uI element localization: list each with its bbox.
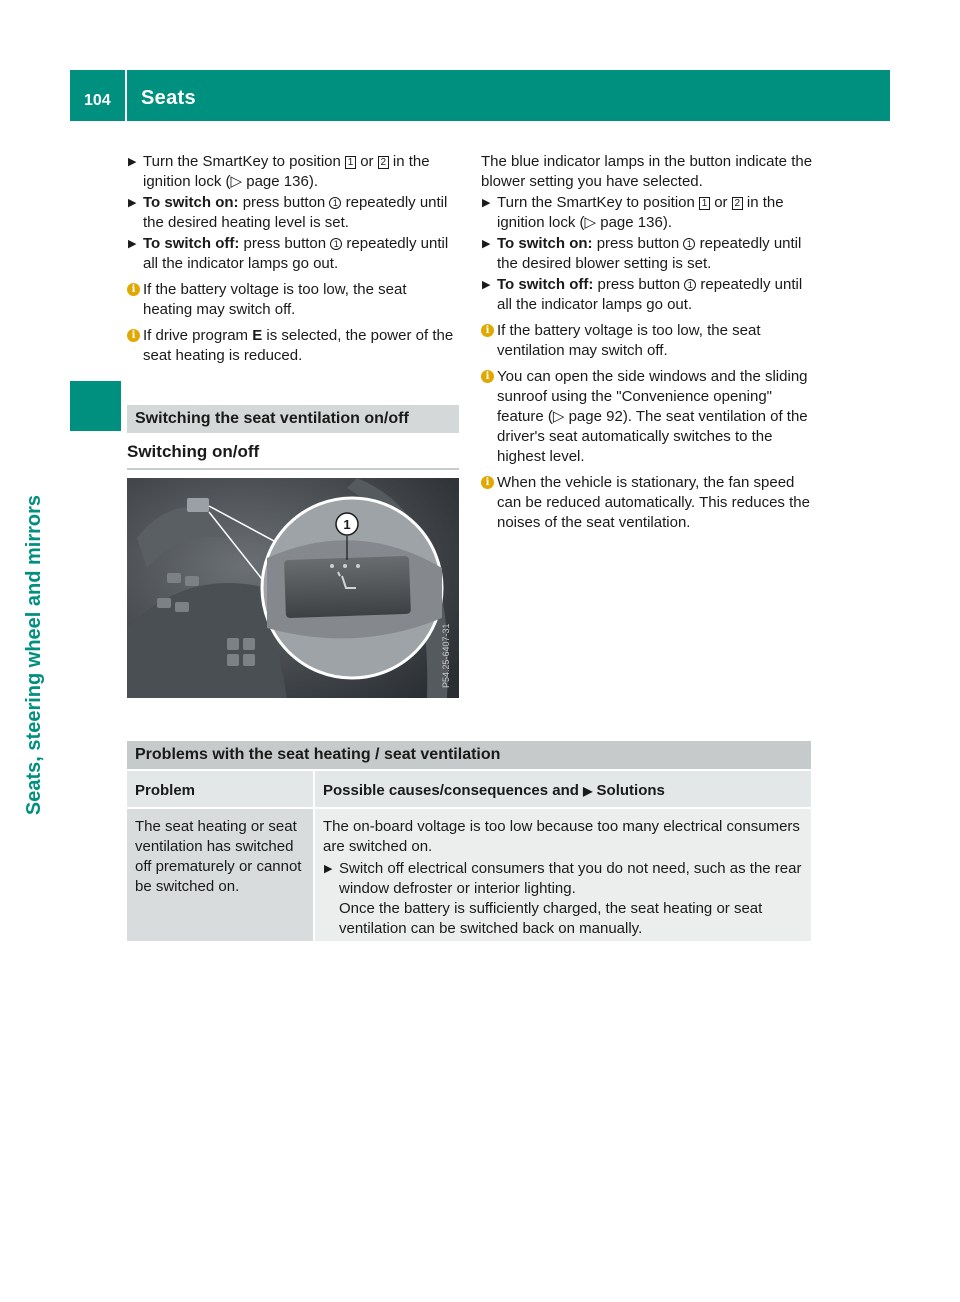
page-reference-link[interactable]: ▷ page 92: [552, 408, 623, 425]
right-column: [481, 152, 813, 534]
intro-paragraph: The blue indicator lamps in the button indicate the blower setting you have selected.: [481, 153, 813, 190]
instruction-step: ▶ To switch off: press button 1 repeatedly until all the indicator lamps go out.: [482, 276, 803, 313]
arrow-right-icon: ▶: [583, 784, 593, 798]
arrow-right-icon: ▶: [128, 238, 137, 250]
figure-code: P54.25-6407-31: [441, 623, 451, 688]
chapter-title: Seats: [141, 87, 196, 109]
instruction-step: ▶ Switch off electrical consumers that you do not need, such as the rear window defroster or interior lighting. Once the battery is sufficiently charged, the seat heating or seat ventilation can be switched back on manually.: [324, 860, 802, 937]
info-icon: i: [481, 370, 494, 383]
position-key-2: 2: [378, 156, 389, 169]
instruction-step: ▶ To switch on: press button 1 repeatedly until the desired heating level is set.: [128, 194, 448, 231]
instruction-step: ▶ Turn the SmartKey to position 1 or 2 in the ignition lock (▷ page 136).: [128, 153, 430, 190]
arrow-right-icon: ▶: [128, 197, 137, 209]
solution-cell: [315, 809, 811, 941]
table-title: Problems with the seat heating / seat ventilation: [127, 741, 811, 769]
page-reference-link[interactable]: ▷ page 136: [230, 173, 309, 190]
button-callout: 1: [329, 197, 341, 209]
side-tab: [70, 131, 121, 1171]
arrow-right-icon: ▶: [482, 197, 491, 209]
section-heading: Switching the seat ventilation on/off: [127, 405, 459, 433]
header-divider: [125, 70, 127, 121]
page-number: 104: [84, 92, 111, 109]
figure-callout-1: 1: [343, 517, 351, 532]
info-icon: i: [481, 476, 494, 489]
column-header-solutions: Possible causes/consequences and ▶ Solutions: [315, 771, 811, 807]
cause-text: The on-board voltage is too low because too many electrical consumers are switched on.: [323, 818, 800, 855]
info-note: i If drive program E is selected, the power of the seat heating is reduced.: [127, 326, 459, 366]
side-tab-marker: [70, 381, 121, 431]
door-panel-illustration: [127, 478, 459, 698]
table-row: [127, 809, 811, 941]
button-callout: 1: [683, 238, 695, 250]
position-key-2: 2: [732, 197, 743, 210]
side-tab-label: Seats, steering wheel and mirrors: [23, 494, 45, 816]
info-note: i When the vehicle is stationary, the fan speed can be reduced automatically. This reduces the noises of the seat ventilation.: [481, 473, 813, 533]
info-icon: i: [127, 283, 140, 296]
problem-cell: The seat heating or seat ventilation has switched off prematurely or cannot be switched on.: [127, 809, 313, 941]
arrow-right-icon: ▶: [128, 156, 137, 168]
info-note: i If the battery voltage is too low, the seat heating may switch off.: [127, 280, 459, 320]
position-key-1: 1: [699, 197, 710, 210]
button-callout: 1: [330, 238, 342, 250]
arrow-right-icon: ▶: [482, 238, 491, 250]
arrow-right-icon: ▶: [482, 279, 491, 291]
instruction-step: ▶ To switch on: press button 1 repeatedly until the desired blower setting is set.: [482, 235, 802, 272]
info-icon: i: [127, 329, 140, 342]
page-reference-link[interactable]: ▷ page 136: [584, 214, 663, 231]
seat-ventilation-figure: [127, 478, 459, 698]
column-header-problem: Problem: [127, 771, 313, 807]
problems-table: [127, 741, 811, 941]
instruction-step: ▶ To switch off: press button 1 repeatedly until all the indicator lamps go out.: [128, 235, 449, 272]
table-header-row: [127, 771, 811, 807]
instruction-step: ▶ Turn the SmartKey to position 1 or 2 in the ignition lock (▷ page 136).: [482, 194, 784, 231]
info-note: i If the battery voltage is too low, the seat ventilation may switch off.: [481, 321, 813, 361]
arrow-right-icon: ▶: [324, 863, 333, 875]
position-key-1: 1: [345, 156, 356, 169]
info-icon: i: [481, 324, 494, 337]
info-note: i You can open the side windows and the sliding sunroof using the "Convenience opening" feature (▷ page 92). The seat ventilation of the driver's seat automatically switches to the highest level.: [481, 367, 813, 467]
sub-heading: Switching on/off: [127, 442, 459, 470]
button-callout: 1: [684, 279, 696, 291]
left-column: [127, 152, 459, 367]
